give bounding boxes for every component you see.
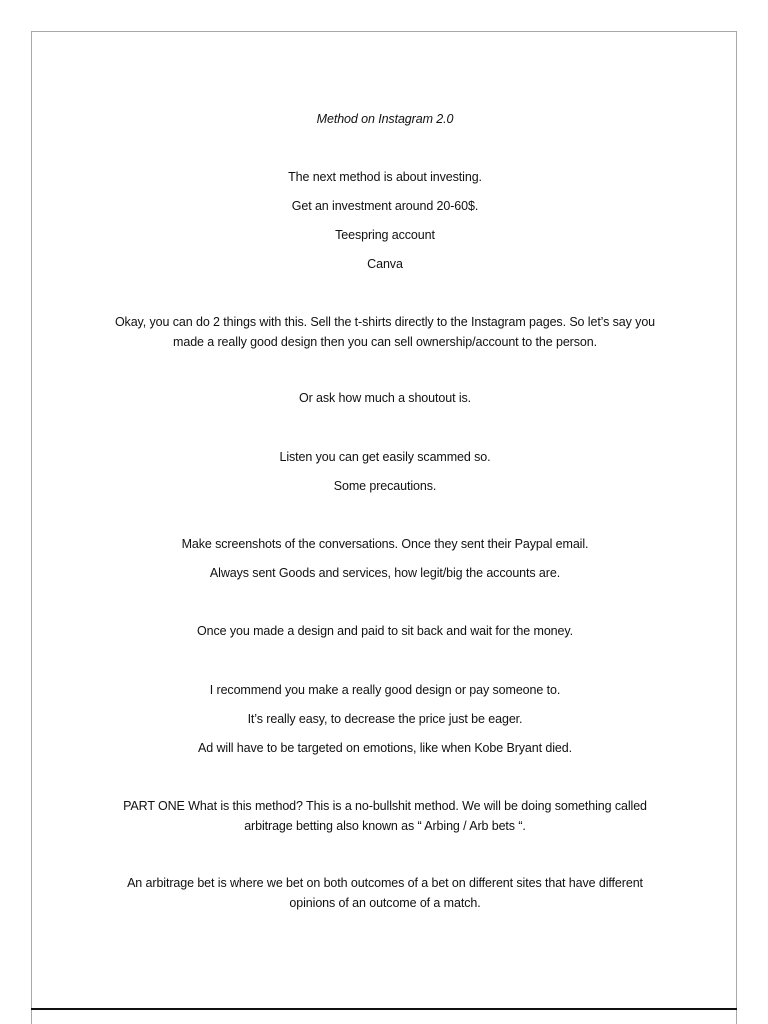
paragraph-teespring: Teespring account [335, 228, 435, 242]
paragraph-emotions: Ad will have to be targeted on emotions, like when Kobe Bryant died. [198, 741, 572, 755]
document-page [31, 31, 737, 1024]
paragraph-investment-amount: Get an investment around 20-60$. [291, 199, 479, 213]
page-bottom-rule [31, 1008, 737, 1010]
paragraph-intro-investing: The next method is about investing. [288, 170, 482, 184]
paragraph-canva: Canva [367, 257, 403, 271]
paragraph-precautions: Some precautions. [333, 479, 437, 493]
paragraph-part-one: PART ONE What is this method? This is a no-bullshit method. We will be doing something called arbitrage betting also known as “ Arbing / Arb bets “. [123, 799, 647, 833]
paragraph-two-things: Okay, you can do 2 things with this. Sell the t-shirts directly to the Instagram pages. So let’s say you made a really good design then you can sell ownership/account to the person. [114, 315, 656, 349]
paragraph-price: It’s really easy, to decrease the price just be eager. [247, 712, 523, 726]
paragraph-scammed: Listen you can get easily scammed so. [279, 450, 491, 464]
paragraph-screenshots: Make screenshots of the conversations. Once they sent their Paypal email. [181, 537, 589, 551]
document-title: Method on Instagram 2.0 [316, 112, 454, 126]
paragraph-arbitrage: An arbitrage bet is where we bet on both outcomes of a bet on different sites that have different opinions of an outcome of a match. [127, 876, 643, 910]
paragraph-recommend: I recommend you make a really good design or pay someone to. [209, 683, 561, 697]
paragraph-wait-money: Once you made a design and paid to sit back and wait for the money. [197, 624, 573, 638]
paragraph-goods-services: Always sent Goods and services, how legit/big the accounts are. [209, 566, 561, 580]
paragraph-shoutout: Or ask how much a shoutout is. [298, 391, 472, 405]
